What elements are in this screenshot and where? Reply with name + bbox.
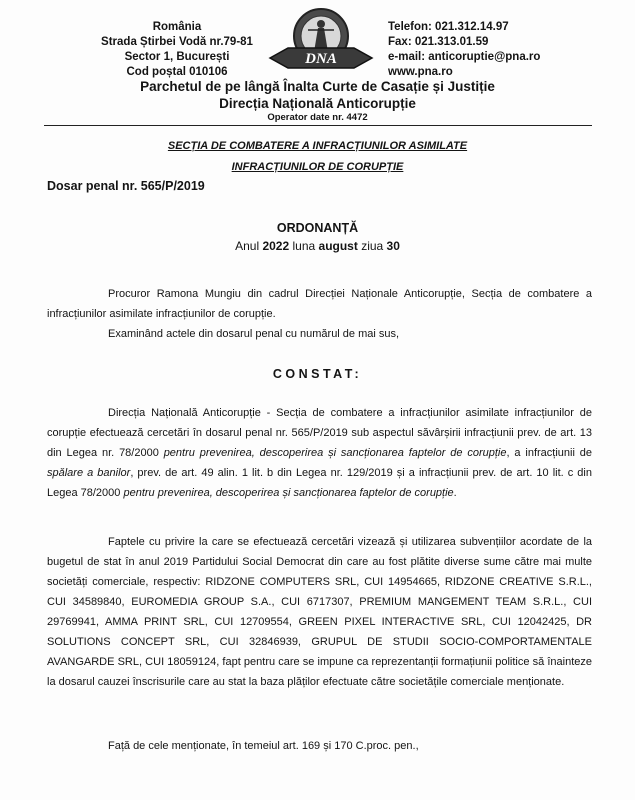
- constat-heading: CONSTAT:: [272, 367, 363, 381]
- facts-paragraph: Faptele cu privire la care se efectuează cercetări vizează și utilizarea subvențiilor acordate de la bugetul de stat în anul 2019 Partidului Social Democrat din care au fost plătite diverse sume către mai multe societăți comerciale, respectiv: RIDZONE COMPUTERS SRL, CUI 14954665, RIDZONE CREATIVE S.R.L., CUI 34589840, EUROMEDIA GROUP S.A., CUI 6717307, PREMIUM MANGEMENT TEAM S.R.L., CUI 29769941, AMMA PRINT SRL, CUI 12709554, GREEN PIXEL INTERACTIVE SRL, CUI 12042425, DR SOLUTIONS CONCEPT SRL, CUI 32846939, GRUPUL DE STUDII SOCIO-COMPORTAMENTALE AVANGARDE SRL, CUI 18059124, fapt pentru care se impune ca reprezentanții formațiunii politice să înainteze la dosarul cauzei înscrisurile care au stat la baza plăților efectuate către societățile comerciale menționate.: [47, 536, 592, 688]
- address-line: Cod poștal 010106: [126, 66, 228, 78]
- address-block: [82, 20, 272, 80]
- section-title: SECȚIA DE COMBATERE A INFRACȚIUNILOR ASIMILATE INFRACȚIUNILOR DE CORUPȚIE: [167, 140, 468, 173]
- fax: Fax: 021.313.01.59: [388, 36, 489, 48]
- case-number: Dosar penal nr. 565/P/2019: [47, 179, 205, 193]
- examining-paragraph: Examinând actele din dosarul penal cu numărul de mai sus,: [108, 328, 400, 340]
- charges-paragraph: Direcția Națională Anticorupție - Secția de combatere a infracțiunilor asimilate infracțiunilor de corupție efectuează cercetări în dosarul penal nr. 565/P/2019 sub aspectul săvârșirii infracțiunii prev. de art. 13 din Legea nr. 78/2000 pentru prevenirea, descoperirea și sancționarea faptelor de corupție, a infracțiunii de spălare a banilor, prev. de art. 49 alin. 1 lit. b din Legea nr. 129/2019 și a infracțiunii prev. de art. 10 lit. c din Legea 78/2000 pentru prevenirea, descoperirea și sancționarea faptelor de corupție.: [47, 407, 592, 499]
- logo-text: DNA: [305, 51, 337, 67]
- contact-block: [388, 20, 540, 80]
- directorate-name: Direcția Națională Anticorupție: [219, 96, 416, 111]
- address-line: Sector 1, București: [124, 51, 230, 63]
- intro-paragraph: Procuror Ramona Mungiu din cadrul Direcției Naționale Anticorupție, Secția de combatere a infracțiunilor asimilate infracțiunilor de corupție.: [47, 288, 592, 320]
- dna-logo: [262, 6, 380, 78]
- header-divider: [44, 125, 592, 126]
- phone: Telefon: 021.312.14.97: [388, 21, 509, 33]
- legal-basis-paragraph: Față de cele menționate, în temeiul art. 169 și 170 C.proc. pen.,: [108, 740, 419, 752]
- address-line: România: [152, 21, 202, 33]
- document-date: Anul 2022 luna august ziua 30: [235, 239, 400, 253]
- address-line: Strada Știrbei Vodă nr.79-81: [101, 36, 253, 48]
- email: e-mail: anticoruptie@pna.ro: [388, 51, 541, 63]
- document-title: ORDONANȚĂ: [276, 221, 359, 235]
- operator-number: Operator date nr. 4472: [267, 112, 368, 123]
- institution-name: Parchetul de pe lângă Înalta Curte de Casație și Justiție: [140, 79, 495, 94]
- website: www.pna.ro: [388, 66, 453, 78]
